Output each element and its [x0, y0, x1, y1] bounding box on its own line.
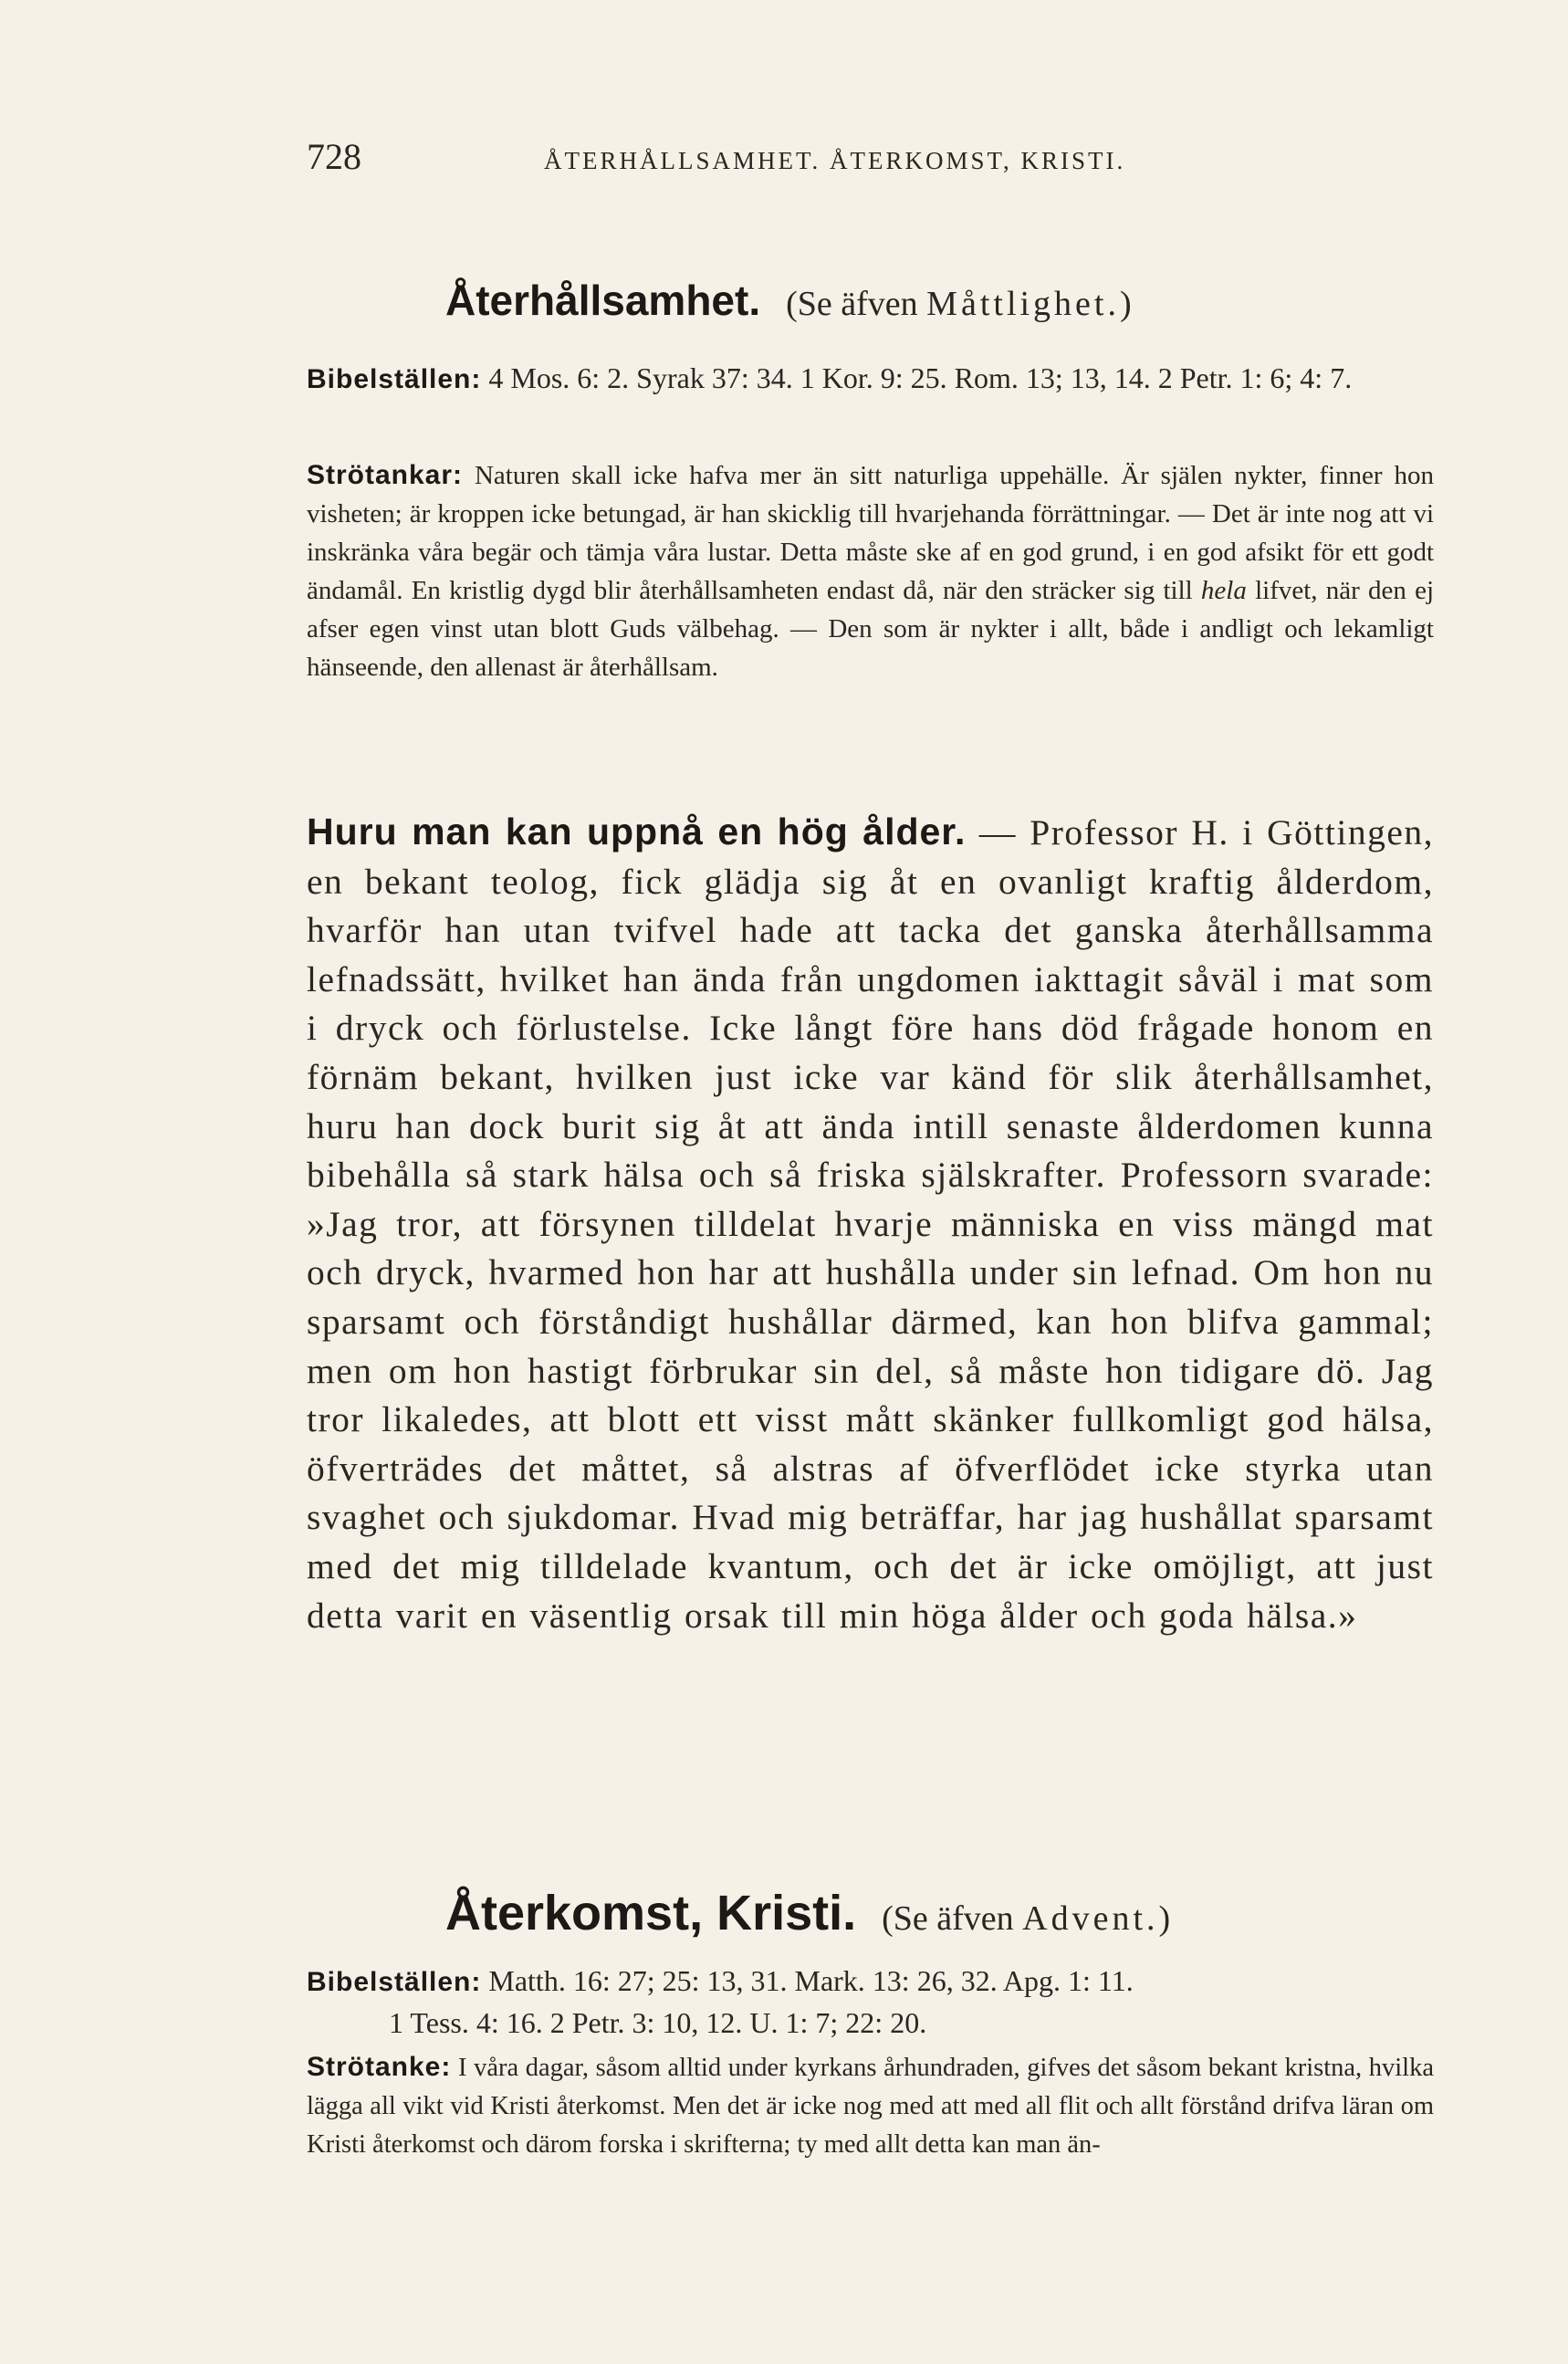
bible-label-2: Bibelställen: [307, 1967, 482, 1997]
thought-label: Strötanke: [307, 2052, 452, 2082]
story-heading: Huru man kan uppnå en hög ålder. [307, 811, 967, 853]
see-also-target: Måttlighet.) [926, 285, 1135, 323]
running-header [307, 135, 1457, 178]
story-paragraph [307, 808, 1434, 1640]
see-also-target-2: Advent.) [1022, 1899, 1175, 1938]
strotanke-paragraph [307, 2048, 1434, 2164]
strotankar-paragraph [307, 456, 1434, 686]
bible-refs-2-line2: 1 Tess. 4: 16. 2 Petr. 3: 10, 12. U. 1: 7; 22: 20. [389, 2006, 927, 2039]
page-number: 728 [307, 136, 361, 177]
thoughts-text-b: lifvet, när den ej afser egen vinst utan blott Guds välbehag. — Den som är nykter i allt, både i andligt och lekamligt hänseende, den allenast är återhållsam. [307, 576, 1435, 682]
bible-refs-2-line1: Matth. 16: 27; 25: 13, 31. Mark. 13: 26, 32. Apg. 1: 11. [488, 1964, 1134, 1997]
section-heading-aterkomst [445, 1885, 1174, 1941]
section-title: Återhållsamhet. [445, 277, 761, 324]
see-also-prefix-2: (Se äfven [882, 1899, 1014, 1938]
thoughts-text-a: Naturen skall icke hafva mer än sitt naturliga uppehälle. Är själen nykter, finner hon visheten; är kroppen icke betungad, är han skicklig till hvarjehanda förrättningar. — Det är inte nog att vi inskränka våra begär och tämja våra lustar. Detta måste ske af en god grund, i en god afsikt för ett godt ändamål. En kristlig dygd blir återhållsamheten endast då, när den sträcker sig till [307, 461, 1435, 605]
thoughts-label: Strötankar: [307, 460, 464, 490]
bible-references [307, 359, 1516, 399]
thoughts-emphasis: hela [1200, 576, 1247, 605]
section-title-2: Återkomst, Kristi. [445, 1886, 857, 1940]
see-also-prefix: (Se äfven [786, 285, 918, 323]
thought-text: I våra dagar, såsom alltid under kyrkans århundraden, gifves det såsom bekant kristna, hvilka lägga all vikt vid Kristi återkomst. Men det är icke nog med att med all flit och allt förstånd drifva läran om Kristi återkomst och därom forska i skrifterna; ty med allt detta kan man än- [307, 2054, 1434, 2159]
running-title: ÅTERHÅLLSAMHET. ÅTERKOMST, KRISTI. [544, 147, 1126, 174]
bible-references-2 [307, 1961, 1434, 2043]
story-text: — Professor H. i Göttingen, en bekant teolog, fick glädja sig åt en ovanligt kraftig ålderdom, hvarför han utan tvifvel hade att tacka det ganska återhållsamma lefnadssätt, hvilket han ända från ungdomen iakttagit såväl i mat som i dryck och förlustelse. Icke långt före hans död frågade honom en förnäm bekant, hvilken just icke var känd för slik återhållsamhet, huru han dock burit sig åt att ända intill senaste ålderdomen kunna bibehålla så stark hälsa och så friska själskrafter. Professorn svarade: »Jag tror, att försynen tilldelat hvarje människa en viss mängd mat och dryck, hvarmed hon har att hushålla under sin lefnad. Om hon nu sparsamt och förståndigt hushållar därmed, kan hon blifva gammal; men om hon hastigt förbrukar sin del, så måste hon tidigare dö. Jag tror likaledes, att blott ett visst mått skänker fullkomligt god hälsa, öfverträdes det måttet, så alstras af öfverflödet icke styrka utan svaghet och sjukdomar. Hvad mig beträffar, har jag hushållat sparsamt med det mig tilldelade kvantum, och det är icke omöjligt, att just detta varit en väsentlig orsak till min höga ålder och goda hälsa.» [307, 812, 1434, 1636]
bible-refs: 4 Mos. 6: 2. Syrak 37: 34. 1 Kor. 9: 25. Rom. 13; 13, 14. 2 Petr. 1: 6; 4: 7. [488, 361, 1353, 394]
see-also-reference [786, 284, 1135, 324]
bible-label: Bibelställen: [307, 364, 482, 394]
see-also-reference-2 [882, 1899, 1174, 1939]
section-heading-aterhallsamhet [445, 276, 1135, 325]
